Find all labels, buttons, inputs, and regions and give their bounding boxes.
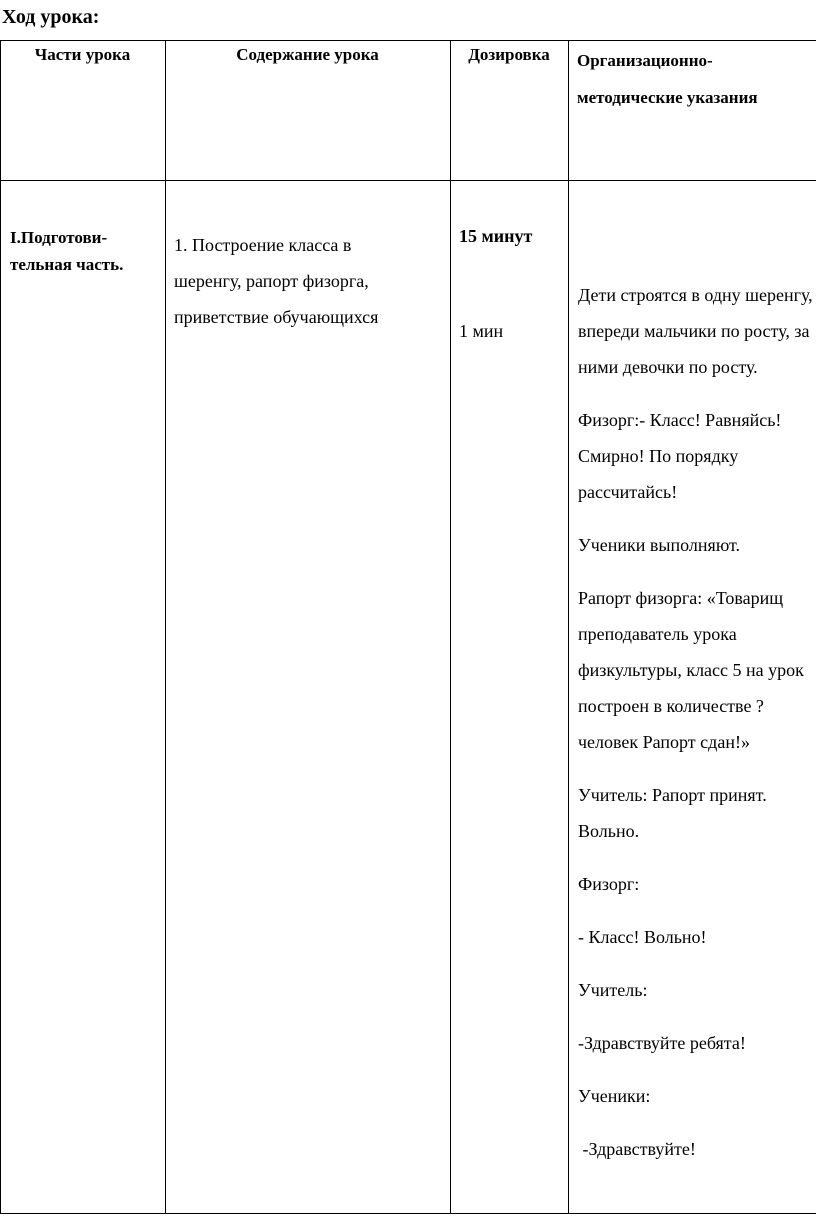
note-line: ними девочки по росту. bbox=[578, 357, 758, 377]
lesson-plan-heading: Ход урока: bbox=[2, 6, 100, 28]
header-org-line-2: методические указания bbox=[577, 88, 758, 107]
note-line: преподаватель урока bbox=[578, 624, 737, 644]
note-line: -Здравствуйте ребята! bbox=[578, 1033, 746, 1053]
note-paragraph bbox=[578, 580, 816, 760]
column-divider-2 bbox=[450, 40, 451, 1214]
note-line: Дети строятся в одну шеренгу, bbox=[578, 285, 813, 305]
note-line: физкультуры, класс 5 на урок bbox=[578, 660, 804, 680]
note-paragraph bbox=[578, 1025, 816, 1061]
note-line: Физорг: bbox=[578, 874, 640, 894]
note-paragraph bbox=[578, 1131, 816, 1167]
note-line: Смирно! По порядку bbox=[578, 446, 739, 466]
header-bottom-border bbox=[0, 180, 816, 181]
header-parts: Части урока bbox=[34, 45, 131, 64]
note-paragraph bbox=[578, 277, 816, 385]
content-line: приветствие обучающихся bbox=[174, 307, 379, 327]
dosage-item: 1 мин bbox=[459, 321, 504, 341]
note-line: впереди мальчики по росту, за bbox=[578, 321, 810, 341]
note-paragraph bbox=[578, 866, 816, 902]
note-paragraph bbox=[578, 919, 816, 955]
dosage-total: 15 минут bbox=[459, 226, 533, 246]
note-line: Вольно. bbox=[578, 821, 640, 841]
note-line: человек Рапорт сдан!» bbox=[578, 732, 750, 752]
table-left-border bbox=[0, 40, 1, 1214]
part-name-line-1: I.Подготови- bbox=[10, 228, 108, 247]
note-line: -Здравствуйте! bbox=[578, 1139, 696, 1159]
methodical-notes bbox=[578, 277, 816, 1184]
note-paragraph bbox=[578, 402, 816, 510]
table-bottom-border bbox=[0, 1213, 816, 1214]
part-name-line-2: тельная часть. bbox=[10, 255, 124, 274]
note-line: - Класс! Вольно! bbox=[578, 927, 707, 947]
table-top-border bbox=[0, 40, 816, 41]
content-line: 1. Построение класса в bbox=[174, 235, 352, 255]
note-line: рассчитайсь! bbox=[578, 482, 678, 502]
note-line: Учитель: bbox=[578, 980, 648, 1000]
part-name bbox=[10, 224, 123, 278]
note-line: Физорг:- Класс! Равняйсь! bbox=[578, 410, 782, 430]
column-divider-3 bbox=[568, 40, 569, 1214]
header-dosage: Дозировка bbox=[468, 45, 550, 64]
note-line: Учитель: Рапорт принят. bbox=[578, 785, 767, 805]
header-org-line-1: Организационно- bbox=[577, 51, 713, 70]
note-line: Рапорт физорга: «Товарищ bbox=[578, 588, 784, 608]
note-line: Ученики: bbox=[578, 1086, 651, 1106]
lesson-content bbox=[174, 227, 378, 335]
note-paragraph bbox=[578, 1078, 816, 1114]
header-content: Содержание урока bbox=[236, 45, 379, 64]
note-paragraph bbox=[578, 527, 816, 563]
header-org-methodical bbox=[577, 42, 758, 116]
content-line: шеренгу, рапорт физорга, bbox=[174, 271, 369, 291]
note-paragraph bbox=[578, 972, 816, 1008]
column-divider-1 bbox=[165, 40, 166, 1214]
note-line: построен в количестве ? bbox=[578, 696, 764, 716]
note-line: Ученики выполняют. bbox=[578, 535, 741, 555]
note-paragraph bbox=[578, 777, 816, 849]
